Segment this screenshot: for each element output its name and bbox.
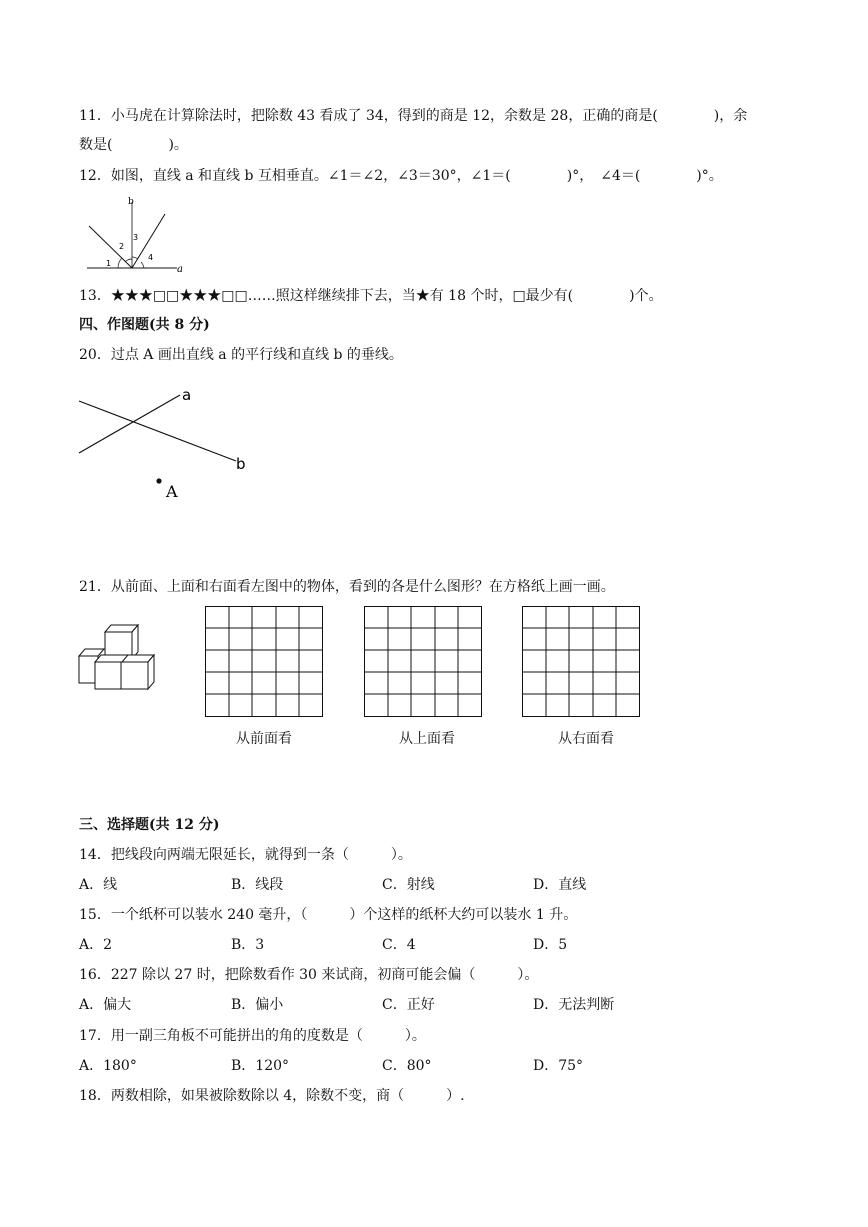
q14-option-d: D．直线 [533, 877, 587, 893]
label-1: 1 [106, 259, 112, 268]
q17-option-c: C．80° [382, 1058, 432, 1074]
cube-stack-figure [78, 622, 158, 692]
q16-option-b: B．偏小 [231, 997, 284, 1013]
q17-option-b: B．120° [231, 1058, 290, 1074]
q16-option-a: A．偏大 [79, 997, 132, 1013]
q12-text: 12．如图，直线 a 和直线 b 互相垂直。∠1＝∠2，∠3＝30°，∠1＝( )°， ∠4＝( )°。 [79, 168, 723, 184]
label-2: 2 [119, 242, 125, 251]
grid-top [364, 606, 482, 717]
section3-title: 三、选择题(共 12 分) [79, 817, 220, 833]
q20-text: 20．过点 A 画出直线 a 的平行线和直线 b 的垂线。 [79, 347, 403, 363]
q15-option-a: A．2 [79, 937, 113, 953]
q15-option-d: D．5 [533, 937, 568, 953]
grid-right-caption: 从右面看 [558, 731, 614, 747]
grid-top-caption: 从上面看 [399, 731, 455, 747]
label-a: a [177, 264, 183, 275]
section4-title: 四、作图题(共 8 分) [79, 317, 210, 333]
q16-option-c: C．正好 [382, 997, 435, 1013]
q14-text: 14．把线段向两端无限延长，就得到一条（ ）。 [79, 847, 412, 863]
label-4: 4 [148, 253, 154, 262]
label-b: b [128, 197, 134, 207]
q12-angle-figure [85, 196, 190, 274]
q11-line1: 11．小马虎在计算除法时，把除数 43 看成了 34，得到的商是 12，余数是 28，正确的商是( )，余 [79, 108, 748, 124]
q15-text: 15．一个纸杯可以装水 240 毫升，（ ）个这样的纸杯大约可以装水 1 升。 [79, 907, 578, 923]
q15-option-c: C．4 [382, 937, 416, 953]
q16-option-d: D．无法判断 [533, 997, 615, 1013]
q14-option-b: B．线段 [231, 877, 284, 893]
grid-front [205, 606, 323, 717]
q14-option-c: C．射线 [382, 877, 435, 893]
q20-lines-figure [76, 385, 256, 505]
q13-text: 13．★★★□□★★★□□……照这样继续排下去，当★有 18 个时，□最少有( )个。 [79, 288, 663, 304]
q11-line2: 数是( )。 [79, 137, 188, 153]
q21-text: 21．从前面、上面和右面看左图中的物体，看到的各是什么图形？在方格纸上画一画。 [79, 579, 615, 595]
label-3: 3 [133, 233, 139, 242]
grid-front-caption: 从前面看 [236, 731, 292, 747]
label-line-b: b [236, 455, 246, 473]
grid-right [522, 606, 640, 717]
q17-option-a: A．180° [79, 1058, 137, 1074]
q17-option-d: D．75° [533, 1058, 584, 1074]
q17-text: 17．用一副三角板不可能拼出的角的度数是（ ）。 [79, 1028, 426, 1044]
label-line-a: a [182, 386, 192, 404]
q16-text: 16．227 除以 27 时，把除数看作 30 来试商，初商可能会偏（ ）。 [79, 967, 539, 983]
q15-option-b: B．3 [231, 937, 265, 953]
label-point-A: A [166, 482, 178, 501]
q14-option-a: A．线 [79, 877, 118, 893]
q18-text: 18．两数相除，如果被除数除以 4，除数不变，商（ ）. [79, 1088, 465, 1104]
